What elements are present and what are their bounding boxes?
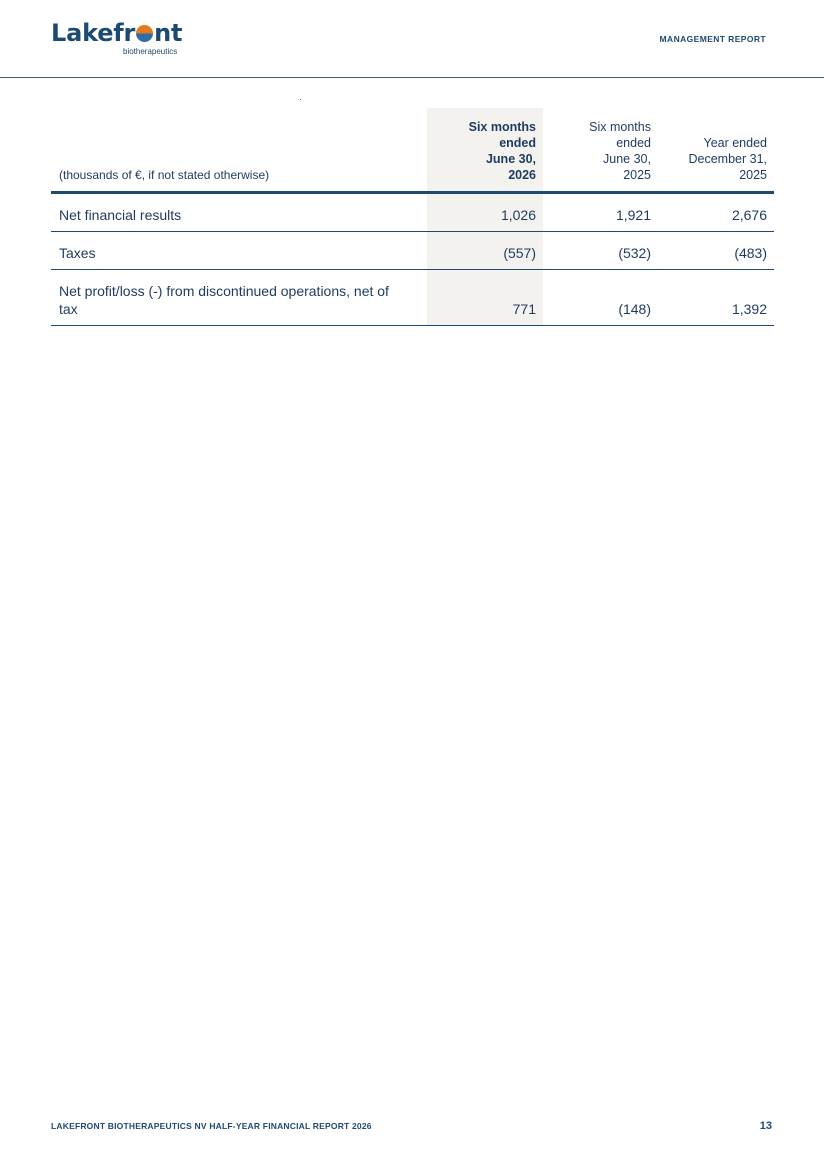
table-cell: 1,921	[543, 192, 658, 231]
column-header-fy-2025: Year ended December 31, 2025	[658, 108, 774, 192]
table-cell: 771	[427, 269, 543, 325]
header-divider	[0, 77, 824, 78]
table-row	[51, 231, 774, 269]
table-cell: 1,026	[427, 192, 543, 231]
unit-label: (thousands of €, if not stated otherwise)	[51, 108, 427, 192]
company-logo	[51, 19, 191, 61]
row-label: Net profit/loss (-) from discontinued operations, net of tax	[51, 269, 427, 325]
table-cell: 1,392	[658, 269, 774, 325]
table-row	[51, 192, 774, 231]
row-label: Net financial results	[51, 192, 427, 231]
column-header-h1-2026: Six months ended June 30, 2026	[427, 108, 543, 192]
table-cell: (557)	[427, 231, 543, 269]
table-row	[51, 269, 774, 325]
table-cell: (483)	[658, 231, 774, 269]
table-cell: (532)	[543, 231, 658, 269]
column-header-h1-2025: Six months ended June 30, 2025	[543, 108, 658, 192]
table-cell: 2,676	[658, 192, 774, 231]
logo-wordmark: Lakefr nt	[51, 19, 183, 47]
table-cell: (148)	[543, 269, 658, 325]
table-header-row	[51, 108, 774, 192]
stray-dot	[300, 99, 301, 100]
page-header	[0, 0, 824, 78]
financial-table	[51, 108, 774, 326]
logo-subtext: biotherapeutics	[123, 47, 178, 56]
row-label: Taxes	[51, 231, 427, 269]
logo-globe-icon	[136, 25, 153, 42]
section-label: MANAGEMENT REPORT	[659, 34, 766, 44]
footer-report-title: LAKEFRONT BIOTHERAPEUTICS NV HALF-YEAR FINANCIAL REPORT 2026	[51, 1121, 372, 1131]
page-number: 13	[759, 1120, 772, 1132]
